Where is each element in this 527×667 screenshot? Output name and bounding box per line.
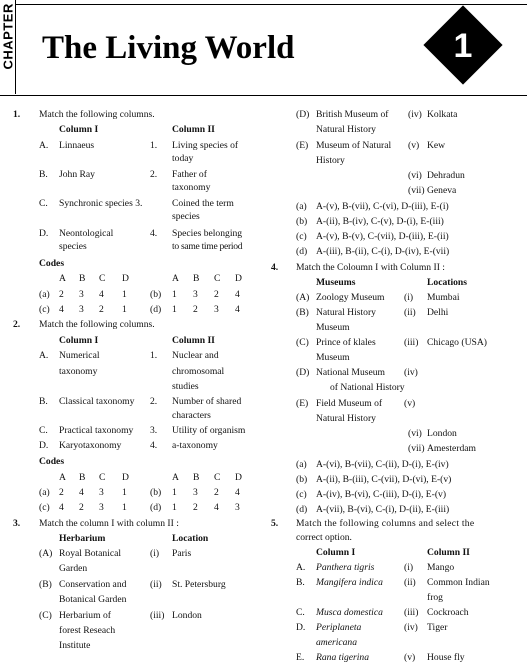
column2-cell: chromosomal xyxy=(172,366,225,377)
column1-cell: Natural History xyxy=(316,307,376,318)
option-label: (c) xyxy=(296,489,307,500)
column1-cell: Linnaeus xyxy=(59,140,95,151)
question-number: 4. xyxy=(271,262,279,273)
column1-cell: Numerical xyxy=(59,350,100,361)
column2-cell: species xyxy=(172,211,200,222)
option-value: 3 xyxy=(79,289,84,300)
column2-cell: St. Petersburg xyxy=(172,579,226,590)
option-text: A-(vii), B-(vi), C-(i), D-(ii), E-(iii) xyxy=(316,504,450,515)
row-number: (ii) xyxy=(404,577,416,588)
column1-cell: Natural History xyxy=(316,413,376,424)
column-heading: Locations xyxy=(427,277,467,288)
option-label: (d) xyxy=(296,246,308,257)
option-value: 1 xyxy=(122,304,127,315)
option-label: (c) xyxy=(39,502,50,513)
row-number: 2. xyxy=(150,396,158,407)
option-value: 2 xyxy=(59,289,64,300)
option-value: 3 xyxy=(214,304,219,315)
column2-cell: today xyxy=(172,153,194,164)
column2-cell: Mango xyxy=(427,562,455,573)
option-text: A-(vi), B-(vii), C-(ii), D-(i), E-(iv) xyxy=(316,459,449,470)
row-letter: C. xyxy=(39,425,48,436)
column-heading: Column I xyxy=(59,124,99,135)
column1-cell: Classical taxonomy xyxy=(59,396,135,407)
option-value: 3 xyxy=(193,289,198,300)
column1-cell: Institute xyxy=(59,640,91,651)
option-value: 1 xyxy=(172,289,177,300)
option-value: 1 xyxy=(122,487,127,498)
option-text: A-(v), B-(vii), C-(vi), D-(iii), E-(i) xyxy=(316,201,449,212)
column1-cell: forest Reseach xyxy=(59,625,116,636)
column2-cell: taxonomy xyxy=(172,182,211,193)
column1-cell: Field Museum of xyxy=(316,398,383,409)
column1-cell: species xyxy=(59,241,87,252)
row-letter: (E) xyxy=(296,140,309,151)
header-bottom-rule xyxy=(0,95,527,96)
row-number: 3. xyxy=(150,425,158,436)
column1-cell: Synchronic species 3. xyxy=(59,198,143,209)
code-letter: A xyxy=(59,273,66,284)
column2-cell: Kew xyxy=(427,140,446,151)
question-number: 2. xyxy=(13,319,21,330)
row-letter: D. xyxy=(39,440,49,451)
code-letter: B xyxy=(79,273,86,284)
row-number: (ii) xyxy=(150,579,162,590)
column2-cell: Living species of xyxy=(172,140,239,151)
code-letter: A xyxy=(172,273,179,284)
option-value: 4 xyxy=(214,502,219,513)
row-letter: C. xyxy=(39,198,48,209)
option-value: 2 xyxy=(99,304,104,315)
column-heading: Column II xyxy=(172,335,215,346)
column1-cell: John Ray xyxy=(59,169,95,180)
column1-cell: taxonomy xyxy=(59,366,98,377)
option-value: 3 xyxy=(99,487,104,498)
column2-cell: Delhi xyxy=(427,307,449,318)
option-label: (a) xyxy=(296,459,307,470)
chapter-number: 1 xyxy=(453,27,473,65)
option-value: 3 xyxy=(79,304,84,315)
question-text: Match the following columns and select the xyxy=(296,518,475,529)
codes-heading: Codes xyxy=(39,258,65,269)
row-letter: C. xyxy=(296,607,305,618)
column1-cell: Herbarium of xyxy=(59,610,111,621)
row-letter: A. xyxy=(296,562,306,573)
option-value: 1 xyxy=(172,487,177,498)
column1-cell: Zoology Museum xyxy=(316,292,385,303)
option-value: 2 xyxy=(59,487,64,498)
column1-cell: National Museum xyxy=(316,367,386,378)
row-number: (iii) xyxy=(150,610,165,621)
column2-cell: London xyxy=(172,610,202,621)
row-number: (v) xyxy=(404,652,416,663)
row-number: (iii) xyxy=(404,607,419,618)
column1-cell: Prince of klales xyxy=(316,337,376,348)
code-letter: D xyxy=(122,472,129,483)
chapter-number-badge xyxy=(423,5,503,85)
column1-cell: British Museum of xyxy=(316,109,389,120)
column2-cell: Tiger xyxy=(427,622,448,633)
row-letter: (D) xyxy=(296,367,310,378)
column1-cell: Rana tigerina xyxy=(316,652,370,663)
column1-cell: Museum xyxy=(316,322,350,333)
row-number: (i) xyxy=(404,292,414,303)
question-text: Match the Coloumn I with Column II : xyxy=(296,262,445,273)
row-letter: B. xyxy=(296,577,305,588)
option-text: A-(ii), B-(iii), C-(vii), D-(vi), E-(v) xyxy=(316,474,452,485)
code-letter: C xyxy=(214,472,221,483)
row-number: (iii) xyxy=(404,337,419,348)
row-number: 4. xyxy=(150,228,158,239)
option-label: (d) xyxy=(150,304,162,315)
option-label: (d) xyxy=(150,502,162,513)
row-number: (vi) xyxy=(408,170,422,181)
row-number: 2. xyxy=(150,169,158,180)
row-letter: B. xyxy=(39,396,48,407)
column2-cell: to same time period xyxy=(172,241,243,252)
option-value: 2 xyxy=(193,502,198,513)
chapter-label: CHAPTER xyxy=(0,3,16,70)
row-letter: (E) xyxy=(296,398,309,409)
option-label: (a) xyxy=(296,201,307,212)
column2-cell: Coined the term xyxy=(172,198,234,209)
option-text: A-(iv), B-(vi), C-(iii), D-(i), E-(v) xyxy=(316,489,447,500)
row-number: (ii) xyxy=(404,307,416,318)
column2-cell: Mumbai xyxy=(427,292,460,303)
column1-cell: Natural History xyxy=(316,124,376,135)
row-number: (i) xyxy=(404,562,414,573)
column2-cell: frog xyxy=(427,592,443,603)
column2-cell: Number of shared xyxy=(172,396,242,407)
column2-cell: Father of xyxy=(172,169,207,180)
code-letter: B xyxy=(193,273,200,284)
option-value: 4 xyxy=(235,289,240,300)
code-letter: D xyxy=(235,472,242,483)
column1-cell: Museum xyxy=(316,352,350,363)
column-heading: Column II xyxy=(172,124,215,135)
option-value: 4 xyxy=(59,502,64,513)
question-text: Match the following columns. xyxy=(39,109,155,120)
column2-cell: Amesterdam xyxy=(427,443,477,454)
question-number: 1. xyxy=(13,109,21,120)
column1-cell: Garden xyxy=(59,563,88,574)
option-label: (b) xyxy=(296,474,308,485)
column1-cell: Panthera tigris xyxy=(316,562,375,573)
column2-cell: Cockroach xyxy=(427,607,469,618)
column1-cell: History xyxy=(316,155,345,166)
option-value: 1 xyxy=(172,304,177,315)
row-letter: (A) xyxy=(39,548,53,559)
row-letter: (B) xyxy=(39,579,52,590)
option-label: (a) xyxy=(39,487,50,498)
option-value: 4 xyxy=(235,304,240,315)
code-letter: D xyxy=(235,273,242,284)
row-letter: A. xyxy=(39,140,49,151)
row-number: 4. xyxy=(150,440,158,451)
code-letter: C xyxy=(214,273,221,284)
option-value: 2 xyxy=(214,289,219,300)
code-letter: A xyxy=(172,472,179,483)
row-number: (v) xyxy=(408,140,420,151)
code-letter: C xyxy=(99,273,106,284)
row-letter: (B) xyxy=(296,307,309,318)
option-value: 2 xyxy=(79,502,84,513)
column1-cell: Karyotaxonomy xyxy=(59,440,122,451)
option-value: 2 xyxy=(193,304,198,315)
option-label: (d) xyxy=(296,504,308,515)
question-number: 5. xyxy=(271,518,279,529)
row-number: (i) xyxy=(150,548,160,559)
row-letter: E. xyxy=(296,652,305,663)
row-number: (vi) xyxy=(408,428,422,439)
column1-cell: Neontological xyxy=(59,228,114,239)
code-letter: D xyxy=(122,273,129,284)
column2-cell: Nuclear and xyxy=(172,350,219,361)
option-value: 3 xyxy=(193,487,198,498)
question-text: Match the following columns. xyxy=(39,319,155,330)
row-letter: (A) xyxy=(296,292,310,303)
code-letter: B xyxy=(193,472,200,483)
row-number: 1. xyxy=(150,140,158,151)
option-value: 1 xyxy=(122,502,127,513)
question-number: 3. xyxy=(13,518,21,529)
chapter-side-bar xyxy=(0,0,16,94)
column1-cell: Mangifera indica xyxy=(316,577,383,588)
option-label: (c) xyxy=(296,231,307,242)
column1-cell: Musca domestica xyxy=(316,607,383,618)
row-letter: D. xyxy=(296,622,306,633)
column1-cell: Botanical Garden xyxy=(59,594,127,605)
column-heading: Column II xyxy=(427,547,470,558)
column2-cell: a-taxonomy xyxy=(172,440,218,451)
question-text: correct option. xyxy=(296,532,352,543)
option-label: (b) xyxy=(150,487,162,498)
row-letter: B. xyxy=(39,169,48,180)
option-value: 2 xyxy=(214,487,219,498)
row-number: 1. xyxy=(150,350,158,361)
column2-cell: London xyxy=(427,428,457,439)
column1-cell: Royal Botanical xyxy=(59,548,122,559)
option-value: 4 xyxy=(235,487,240,498)
row-number: (iv) xyxy=(408,109,422,120)
code-letter: C xyxy=(99,472,106,483)
row-number: (vii) xyxy=(408,443,425,454)
row-letter: (C) xyxy=(39,610,52,621)
option-text: A-(ii), B-(iv), C-(v), D-(i), E-(iii) xyxy=(316,216,444,227)
column1-cell: of National History xyxy=(330,382,405,393)
column-heading: Herbarium xyxy=(59,533,106,544)
option-value: 4 xyxy=(59,304,64,315)
row-number: (iv) xyxy=(404,622,418,633)
column2-cell: Chicago (USA) xyxy=(427,337,487,348)
column1-cell: Museum of Natural xyxy=(316,140,392,151)
column2-cell: Common Indian xyxy=(427,577,490,588)
option-value: 1 xyxy=(122,289,127,300)
column2-cell: Geneva xyxy=(427,185,457,196)
question-text: Match the column I with column II : xyxy=(39,518,179,529)
option-value: 3 xyxy=(235,502,240,513)
column2-cell: Dehradun xyxy=(427,170,465,181)
column2-cell: House fly xyxy=(427,652,465,663)
column2-cell: Utility of organism xyxy=(172,425,246,436)
column1-cell: Practical taxonomy xyxy=(59,425,134,436)
row-letter: (C) xyxy=(296,337,309,348)
code-letter: A xyxy=(59,472,66,483)
row-letter: (D) xyxy=(296,109,310,120)
code-letter: B xyxy=(79,472,86,483)
column1-cell: Periplaneta xyxy=(316,622,362,633)
row-letter: A. xyxy=(39,350,49,361)
row-number: (v) xyxy=(404,398,416,409)
column-heading: Location xyxy=(172,533,209,544)
option-text: A-(iii), B-(ii), C-(i), D-(iv), E-(vii) xyxy=(316,246,450,257)
column1-cell: Conservation and xyxy=(59,579,127,590)
option-label: (b) xyxy=(150,289,162,300)
option-text: A-(v), B-(v), C-(vii), D-(iii), E-(ii) xyxy=(316,231,449,242)
column2-cell: Species belonging xyxy=(172,228,243,239)
option-label: (a) xyxy=(39,289,50,300)
option-value: 3 xyxy=(99,502,104,513)
column2-cell: Kolkata xyxy=(427,109,458,120)
column-heading: Museums xyxy=(316,277,356,288)
row-number: (iv) xyxy=(404,367,418,378)
column2-cell: Paris xyxy=(172,548,192,559)
option-value: 4 xyxy=(99,289,104,300)
column2-cell: characters xyxy=(172,410,211,421)
column2-cell: studies xyxy=(172,381,199,392)
column-heading: Column I xyxy=(59,335,99,346)
option-value: 4 xyxy=(79,487,84,498)
option-value: 1 xyxy=(172,502,177,513)
page-title: The Living World xyxy=(42,30,295,66)
column-heading: Column I xyxy=(316,547,356,558)
option-label: (b) xyxy=(296,216,308,227)
codes-heading: Codes xyxy=(39,456,65,467)
option-label: (c) xyxy=(39,304,50,315)
row-letter: D. xyxy=(39,228,49,239)
row-number: (vii) xyxy=(408,185,425,196)
column1-cell: americana xyxy=(316,637,358,648)
